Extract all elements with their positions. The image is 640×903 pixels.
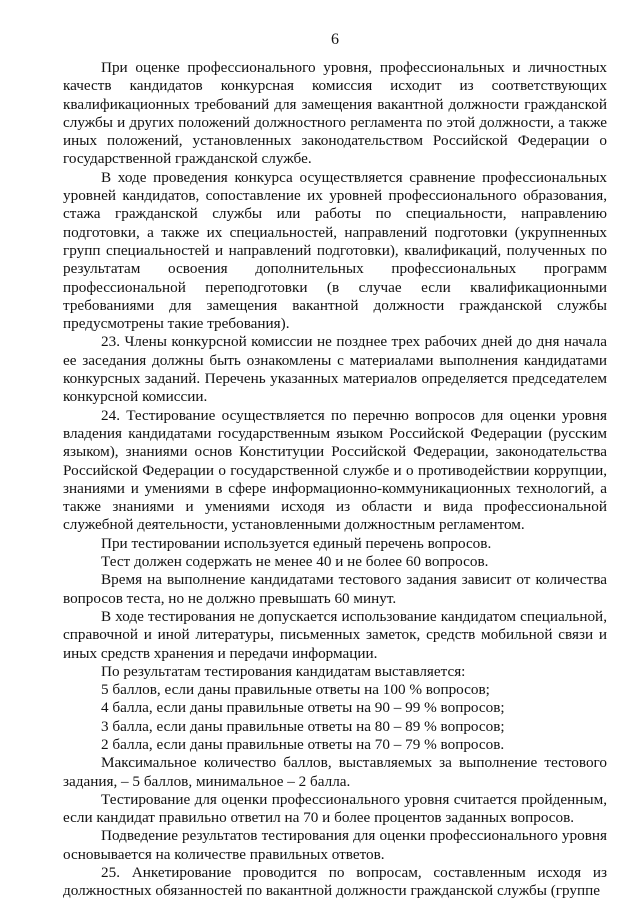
paragraph-item-24: 24. Тестирование осуществляется по перечню вопросов для оценки уровня владения кандидатами государственным языком Российской Федерации (русским языком), знаниями основ Конституции Российской Федерации, законодательства Российской Федерации о государственной службе и о противодействии коррупции, знаниями и умениями в сфере информационно-коммуникационных технологий, а также знаниями и умениями исходя из области и вида профессиональной служебной деятельности, установленными должностным регламентом. (63, 406, 607, 534)
paragraph-max-min-score: Максимальное количество баллов, выставляемых за выполнение тестового задания, – 5 баллов, минимальное – 2 балла. (63, 754, 607, 790)
score-line-4: 4 балла, если даны правильные ответы на 90 – 99 % вопросов; (101, 699, 505, 717)
paragraph-comparison: В ходе проведения конкурса осуществляется сравнение профессиональных уровней кандидатов, сопоставление их уровней профессионального образования, стажа гражданской службы или работы по специальности, направлению подготовки, а также их специальностей, направлений подготовки (укрупненных групп специальностей и направлений подготовки), квалификаций, полученных по результатам освоения дополнительных профессиональных программ профессиональной переподготовки (в случае если квалификационными требованиями для замещения вакантной должности гражданской службы предусмотрены такие требования). (63, 168, 607, 333)
paragraph-time-limit: Время на выполнение кандидатами тестового задания зависит от количества вопросов теста, но не должно превышать 60 минут. (63, 571, 607, 607)
paragraph-single-question-list: При тестировании используется единый перечень вопросов. (101, 534, 492, 552)
score-line-2: 2 балла, если даны правильные ответы на 70 – 79 % вопросов. (101, 735, 505, 753)
page-number: 6 (331, 31, 339, 48)
paragraph-results-basis: Подведение результатов тестирования для оценки профессионального уровня основывается на количестве правильных ответов. (63, 827, 607, 863)
paragraph-pass-threshold: Тестирование для оценки профессионального уровня считается пройденным, если кандидат правильно ответил на 70 и более процентов заданных вопросов. (63, 790, 607, 827)
paragraph-question-count: Тест должен содержать не менее 40 и не более 60 вопросов. (101, 553, 489, 571)
paragraph-item-25: 25. Анкетирование проводится по вопросам, составленным исходя из должностных обязанностей по вакантной должности гражданской службы (группе (63, 864, 607, 900)
paragraph-evaluation-criteria: При оценке профессионального уровня, профессиональных и личностных качеств кандидатов конкурсная комиссия исходит из соответствующих квалификационных требований для замещения вакантной должности гражданской службы и других положений должностного регламента по этой должности, а также иных положений, установленных законодательством Российской Федерации о государственной гражданской службе. (63, 59, 607, 168)
score-line-5: 5 баллов, если даны правильные ответы на 100 % вопросов; (101, 681, 490, 699)
score-line-3: 3 балла, если даны правильные ответы на 80 – 89 % вопросов; (101, 717, 505, 735)
paragraph-scoring-intro: По результатам тестирования кандидатам выставляется: (101, 662, 466, 680)
paragraph-item-23: 23. Члены конкурсной комиссии не позднее трех рабочих дней до дня начала ее заседания должны быть ознакомлены с материалами выполнения кандидатами конкурсных заданий. Перечень указанных материалов определяется председателем конкурсной комиссии. (63, 333, 607, 406)
paragraph-prohibited-materials: В ходе тестирования не допускается использование кандидатом специальной, справочной и иной литературы, письменных заметок, средств мобильной связи и иных средств хранения и передачи информации. (63, 607, 607, 662)
